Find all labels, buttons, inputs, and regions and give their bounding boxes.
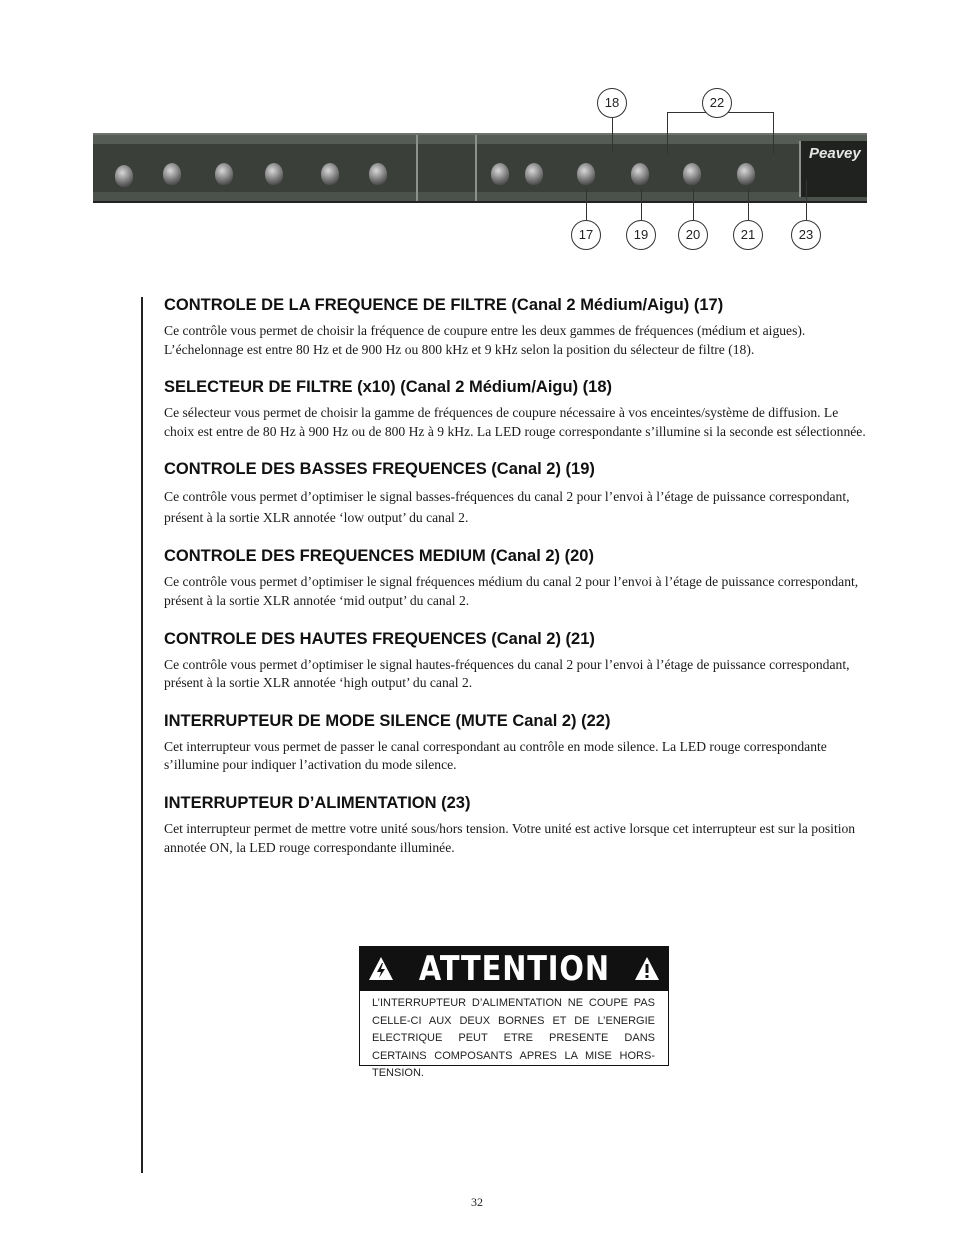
section-body: Ce contrôle vous permet d’optimiser le signal basses-fréquences du canal 2 pour l’envoi à l’étage de puissance correspondant, présent à la sortie XLR annotée ‘low output’ du canal 2. [164, 489, 850, 526]
panel-knob [369, 163, 387, 185]
callout-leader-18 [612, 118, 613, 152]
section-power-switch [164, 792, 868, 857]
section-heading: CONTROLE DES BASSES FREQUENCES (Canal 2) (19) [164, 460, 595, 479]
section-body: Ce contrôle vous permet d’optimiser le signal hautes-fréquences du canal 2 pour l’envoi à l’étage de puissance correspondant, présent à la sortie XLR annotée ‘high output’ du canal 2. [164, 656, 850, 691]
callout-leader-17 [586, 188, 587, 220]
section-heading: CONTROLE DES HAUTES FREQUENCES (Canal 2) (21) [164, 629, 595, 648]
callout-leader-22-right [773, 112, 774, 154]
callout-22: 22 [702, 88, 732, 118]
section-body: Cet interrupteur vous permet de passer le canal correspondant au contrôle en mode silence. La LED rouge correspondante s’illumine pour indiquer l’activation du mode silence. [164, 738, 827, 773]
panel-knob [321, 163, 339, 185]
page-number: 32 [471, 1195, 483, 1209]
panel-divider [416, 135, 418, 201]
callout-18: 18 [597, 88, 627, 118]
attention-warning-box [359, 946, 669, 1080]
callout-leader-23 [806, 180, 807, 220]
callout-leader-21 [748, 188, 749, 220]
panel-knob [265, 163, 283, 185]
panel-knob [163, 163, 181, 185]
section-body: Cet interrupteur permet de mettre votre unité sous/hors tension. Votre unité est active lorsque cet interrupteur est sur la position annotée ON, la LED rouge correspondante illuminée. [164, 820, 856, 855]
section-filter-selector [164, 376, 868, 441]
section-list [164, 294, 868, 874]
callout-leader-19 [641, 188, 642, 220]
section-high-frequency [164, 628, 868, 693]
section-body: Ce sélecteur vous permet de choisir la gamme de fréquences de coupure nécessaire à vos enceintes/système de diffusion. Le choix est entre de 80 Hz à 900 Hz ou de 800 Hz à 9 kHz. La LED rouge correspondante s’illumine si la seconde est sélectionnée. [164, 405, 866, 439]
brand-logo: Peavey [809, 145, 861, 162]
panel-knob [115, 165, 133, 187]
section-heading: CONTROLE DES FREQUENCES MEDIUM (Canal 2) (20) [164, 547, 594, 566]
callout-leader-20 [693, 188, 694, 220]
panel-knob [631, 163, 649, 185]
section-heading: INTERRUPTEUR DE MODE SILENCE (MUTE Canal 2) (22) [164, 711, 611, 730]
panel-label-strip-bottom [93, 192, 867, 201]
section-low-frequency [164, 458, 868, 528]
panel-divider [475, 135, 477, 201]
section-mid-frequency [164, 545, 868, 610]
panel-knob [683, 163, 701, 185]
section-heading: SELECTEUR DE FILTRE (x10) (Canal 2 Médium/Aigu) (18) [164, 378, 612, 397]
section-mute-switch [164, 710, 868, 775]
panel-knob [491, 163, 509, 185]
callout-23: 23 [791, 220, 821, 250]
panel-knob [215, 163, 233, 185]
panel-knob [577, 163, 595, 185]
attention-title: ATTENTION [418, 949, 610, 989]
callout-21: 21 [733, 220, 763, 250]
panel-knob [525, 163, 543, 185]
section-heading: INTERRUPTEUR D’ALIMENTATION (23) [164, 793, 471, 812]
panel-label-strip-top [93, 135, 867, 144]
exclamation-warning-icon [634, 956, 660, 982]
callout-20: 20 [678, 220, 708, 250]
attention-banner [360, 947, 668, 991]
callout-leader-22-left [667, 112, 668, 154]
section-body: Ce contrôle vous permet d’optimiser le signal fréquences médium du canal 2 pour l’envoi à l’étage de puissance correspondant, présent à la sortie XLR annotée ‘mid output’ du canal 2. [164, 574, 859, 608]
section-body: Ce contrôle vous permet de choisir la fréquence de coupure entre les deux gammes de fréquences (médium et aigues). L’échelonnage est entre 80 Hz et de 900 Hz ou 800 kHz et 9 kHz selon la position du sélecteur de filtre (18). [164, 323, 806, 357]
panel-logo-area [799, 141, 867, 197]
lightning-warning-icon [368, 956, 394, 982]
callout-17: 17 [571, 220, 601, 250]
section-filter-frequency [164, 294, 868, 359]
callout-19: 19 [626, 220, 656, 250]
panel-knob [737, 163, 755, 185]
section-heading: CONTROLE DE LA FREQUENCE DE FILTRE (Canal 2 Médium/Aigu) (17) [164, 296, 724, 314]
front-panel-illustration [93, 133, 867, 203]
margin-rule [141, 297, 143, 1173]
attention-text: L’INTERRUPTEUR D’ALIMENTATION NE COUPE PAS CELLE-CI AUX DEUX BORNES ET DE L’ENERGIE ELECTRIQUE PEUT ETRE PRESENTE DANS CERTAINS COMPOSANTS APRES LA MISE HORS-TENSION. [372, 997, 655, 1080]
